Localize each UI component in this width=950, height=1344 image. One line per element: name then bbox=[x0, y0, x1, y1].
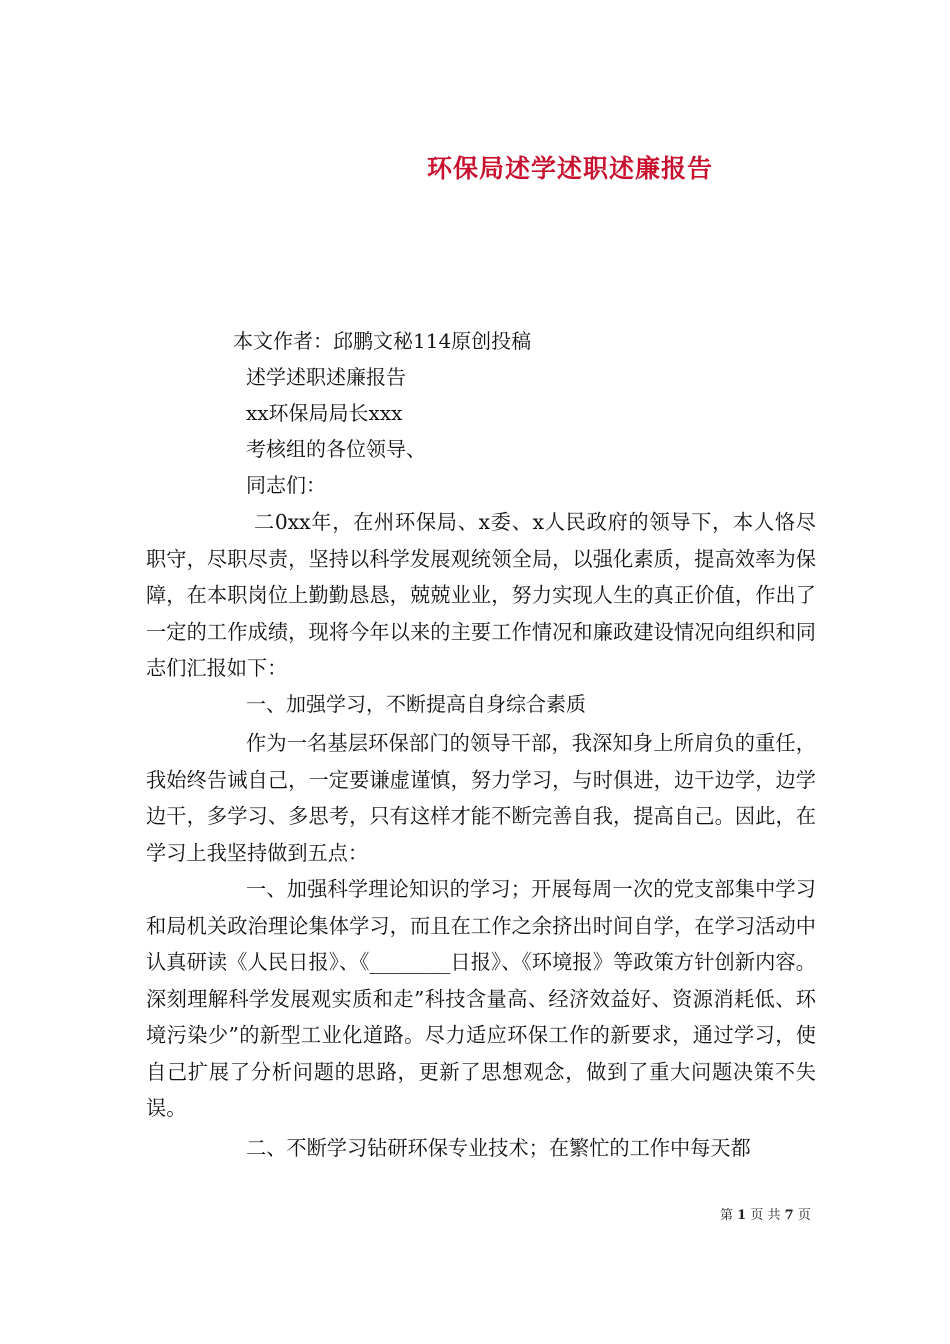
footer-prefix: 第 bbox=[720, 1208, 734, 1223]
salutation-line-1: 考核组的各位领导、 bbox=[246, 437, 426, 461]
footer-page-number: 1 bbox=[737, 1208, 747, 1223]
salutation-line-2: 同志们： bbox=[246, 473, 326, 497]
footer-total-pages: 7 bbox=[784, 1208, 794, 1223]
paragraph-study-duty: 作为一名基层环保部门的领导干部，我深知身上所肩负的重任，我始终告诫自己，一定要谦虚谨慎，努力学习，与时俱进，边干边学，边学边干，多学习、多思考，只有这样才能不断完善自我，提高自己。因此，在学习上我坚持做到五点： bbox=[146, 731, 816, 865]
page-footer bbox=[720, 1204, 811, 1223]
author-line: 本文作者：邱鹏文秘114原创投稿 bbox=[233, 329, 532, 353]
reporter-line: xx环保局局长xxx bbox=[246, 401, 403, 425]
paragraph-theory-study: 一、加强科学理论知识的学习；开展每周一次的党支部集中学习和局机关政治理论集体学习，而且在工作之余挤出时间自学，在学习活动中认真研读《人民日报》、《________日报》、《环境报》等政策方针创新内容。深刻理解科学发展观实质和走”科技含量高、经济效益好、资源消耗低、环境污染少”的新型工业化道路。尽力适应环保工作的新要求，通过学习，使自己扩展了分析问题的思路，更新了思想观念，做到了重大问题决策不失误。 bbox=[146, 877, 816, 1120]
section-heading-1: 一、加强学习，不断提高自身综合素质 bbox=[246, 692, 586, 716]
paragraph-intro: 二0xx年，在州环保局、x委、x人民政府的领导下，本人恪尽职守，尽职尽责，坚持以科学发展观统领全局，以强化素质，提高效率为保障，在本职岗位上勤勤恳恳，兢兢业业，努力实现人生的真正价值，作出了一定的工作成绩，现将今年以来的主要工作情况和廉政建设情况向组织和同志们汇报如下： bbox=[146, 510, 816, 680]
footer-middle: 页 共 bbox=[750, 1208, 781, 1223]
report-title: 述学述职述廉报告 bbox=[246, 365, 406, 389]
paragraph-technical-study: 二、不断学习钻研环保专业技术；在繁忙的工作中每天都 bbox=[246, 1136, 751, 1160]
footer-suffix: 页 bbox=[797, 1208, 811, 1223]
document-title: 环保局述学述职述廉报告 bbox=[426, 153, 713, 183]
